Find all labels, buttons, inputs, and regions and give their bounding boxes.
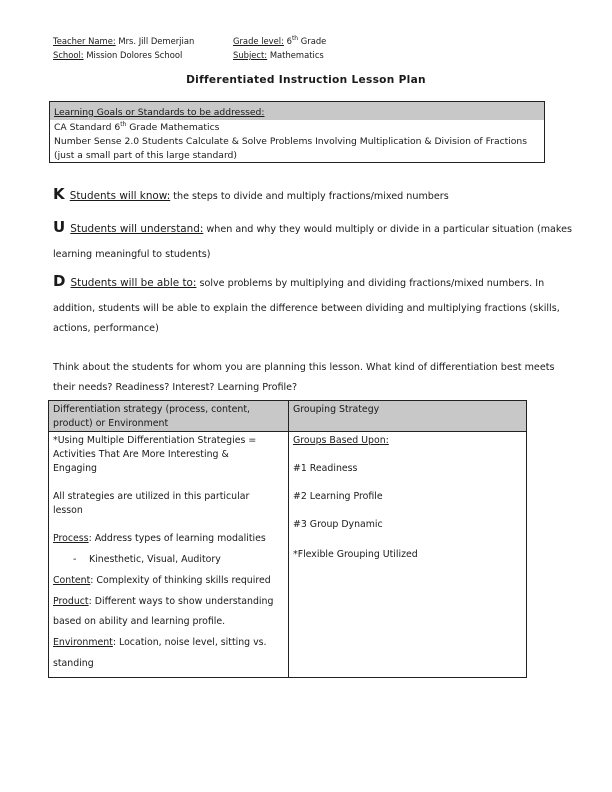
environment-text: : Location, noise level, sitting vs.	[112, 637, 267, 648]
strategy-line-4: All strategies are utilized in this particular	[53, 491, 250, 502]
flexible-grouping: *Flexible Grouping Utilized	[293, 549, 418, 560]
do-text-cont-1: addition, students will be able to explain the difference between dividing and multiplying fractions (skills,	[53, 303, 560, 314]
know-section	[53, 184, 449, 203]
content-label: Content	[53, 575, 91, 586]
strategy-header-line-2: product) or Environment	[53, 418, 169, 429]
subject-value: Mathematics	[269, 50, 324, 60]
know-text: the steps to divide and multiply fractions/mixed numbers	[170, 191, 449, 202]
strategy-line-2: Activities That Are More Interesting &	[53, 449, 229, 460]
school-value: Mission Dolores School	[86, 50, 183, 60]
standard-line	[54, 122, 219, 133]
group-dynamic: #3 Group Dynamic	[293, 519, 383, 530]
think-line-2: their needs? Readiness? Interest? Learning Profile?	[53, 382, 298, 393]
process-label: Process	[53, 533, 89, 544]
grade-level-num: 6	[286, 36, 292, 46]
do-text-cont-2: actions, performance)	[53, 323, 159, 334]
process-text: : Address types of learning modalities	[88, 533, 266, 544]
strategy-header-line-1: Differentiation strategy (process, content,	[53, 404, 250, 415]
grade-level-row	[233, 36, 326, 46]
teacher-name-row	[53, 36, 194, 46]
content-line	[53, 575, 271, 586]
learning-goals-heading: Learning Goals or Standards to be addressed:	[54, 107, 265, 118]
subject-label: Subject:	[233, 50, 268, 60]
do-section	[53, 271, 544, 290]
understand-text: when and why they would multiply or divide in a particular situation (makes	[203, 224, 573, 235]
strategy-line-1: *Using Multiple Differentiation Strategies =	[53, 435, 257, 446]
content-text: : Complexity of thinking skills required	[90, 575, 271, 586]
teacher-name-label: Teacher Name:	[53, 36, 116, 46]
think-line-1: Think about the students for whom you are planning this lesson. What kind of differentiation best meets	[53, 362, 555, 373]
school-row	[53, 50, 182, 60]
product-label: Product	[53, 596, 89, 607]
school-label: School:	[53, 50, 84, 60]
understand-text-cont: learning meaningful to students)	[53, 249, 211, 260]
standard-line-pre: CA Standard 6	[54, 122, 121, 133]
strategy-cell	[49, 432, 289, 678]
process-sub: Kinesthetic, Visual, Auditory	[89, 554, 221, 565]
standard-line-post: Grade Mathematics	[126, 122, 220, 133]
environment-line	[53, 637, 267, 648]
number-sense-line: Number Sense 2.0 Students Calculate & Solve Problems Involving Multiplication & Division of Fractions	[54, 136, 528, 147]
standard-line-sup: th	[120, 120, 127, 128]
strategy-line-3: Engaging	[53, 463, 98, 474]
product-line-2: based on ability and learning profile.	[53, 616, 226, 627]
grade-level-sup: th	[291, 35, 299, 43]
group-learning-profile: #2 Learning Profile	[293, 491, 383, 502]
table-header-strategy	[49, 401, 289, 432]
learning-goals-box	[49, 101, 545, 163]
table-body-row	[49, 432, 527, 678]
process-line	[53, 533, 266, 544]
u-letter: U	[53, 218, 66, 236]
understand-section	[53, 217, 572, 236]
page-title: Differentiated Instruction Lesson Plan	[186, 74, 426, 86]
k-letter: K	[53, 185, 65, 203]
environment-label: Environment	[53, 637, 113, 648]
grade-level-word: Grade	[300, 36, 327, 46]
environment-line-2: standing	[53, 658, 94, 669]
differentiation-table	[48, 400, 527, 678]
table-header-grouping	[289, 401, 527, 432]
product-line	[53, 596, 273, 607]
standard-note-line: (just a small part of this large standard)	[54, 150, 237, 161]
strategy-line-5: lesson	[53, 505, 83, 516]
product-text: : Different ways to show understanding	[88, 596, 274, 607]
process-bullet: -	[73, 554, 77, 565]
group-readiness: #1 Readiness	[293, 463, 358, 474]
grouping-cell	[289, 432, 527, 678]
know-label: Students will know:	[69, 190, 171, 202]
d-letter: D	[53, 272, 66, 290]
understand-label: Students will understand:	[70, 223, 204, 235]
subject-row	[233, 50, 324, 60]
teacher-name-value: Mrs. Jill Demerjian	[118, 36, 195, 46]
grouping-header: Grouping Strategy	[293, 404, 380, 415]
grade-level-label: Grade level:	[233, 36, 284, 46]
do-label: Students will be able to:	[70, 277, 197, 289]
groups-based-upon: Groups Based Upon:	[293, 435, 389, 446]
table-header-row	[49, 401, 527, 432]
do-text: solve problems by multiplying and dividing fractions/mixed numbers. In	[196, 278, 545, 289]
